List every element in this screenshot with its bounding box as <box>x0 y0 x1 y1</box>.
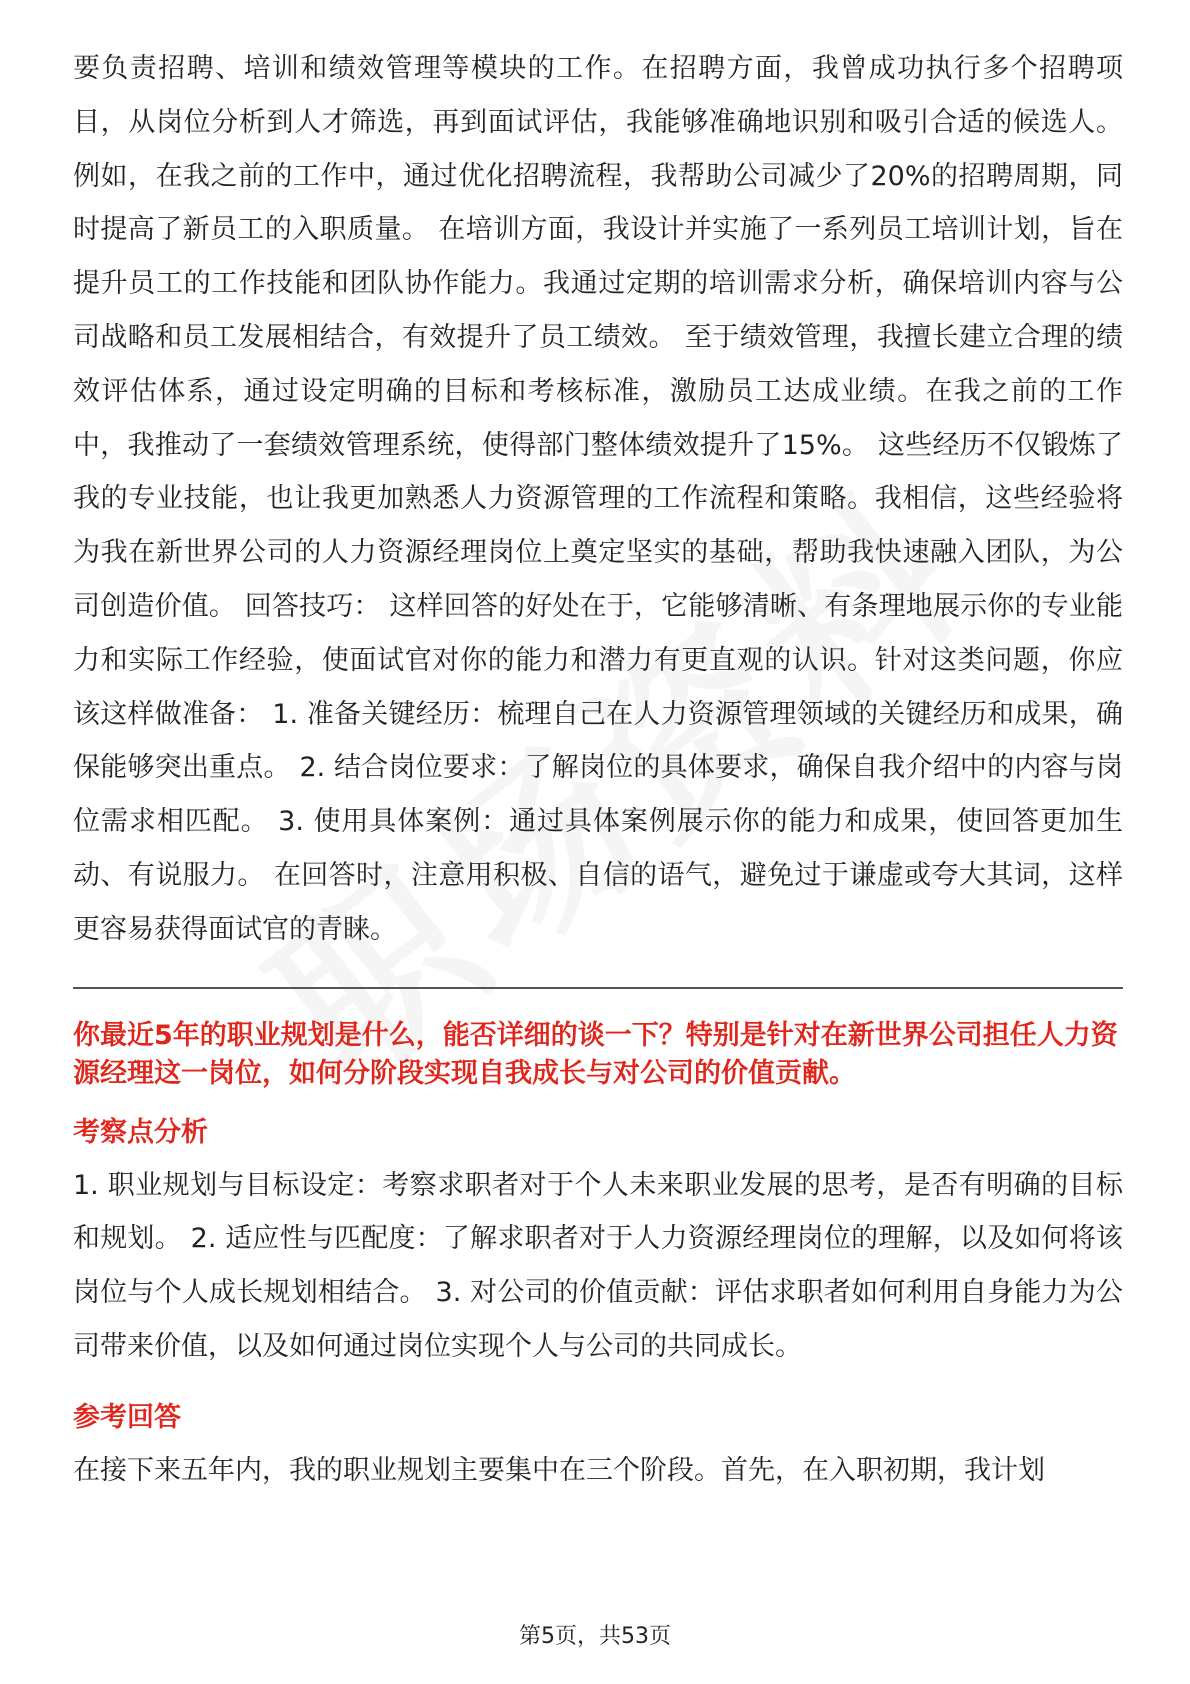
analysis-text: 1. 职业规划与目标设定：考察求职者对于个人未来职业发展的思考，是否有明确的目标和规划。 2. 适应性与匹配度：了解求职者对于人力资源经理岗位的理解，以及如何将该岗位与个人成长规划相结合。 3. 对公司的价值贡献：评估求职者如何利用自身能力为公司带来价值，以及如何通过岗位实现个人与公司的共同成长。 <box>73 1169 1123 1362</box>
document-page <box>73 42 1123 1498</box>
body-paragraph: 要负责招聘、培训和绩效管理等模块的工作。在招聘方面，我曾成功执行多个招聘项目，从岗位分析到人才筛选，再到面试评估，我能够准确地识别和吸引合适的候选人。例如，在我之前的工作中，通过优化招聘流程，我帮助公司减少了20%的招聘周期，同时提高了新员工的入职质量。 在培训方面，我设计并实施了一系列员工培训计划，旨在提升员工的工作技能和团队协作能力。我通过定期的培训需求分析，确保培训内容与公司战略和员工发展相结合，有效提升了员工绩效。 至于绩效管理，我擅长建立合理的绩效评估体系，通过设定明确的目标和考核标准，激励员工达成业绩。在我之前的工作中，我推动了一套绩效管理系统，使得部门整体绩效提升了15%。 这些经历不仅锻炼了我的专业技能，也让我更加熟悉人力资源管理的工作流程和策略。我相信，这些经验将为我在新世界公司的人力资源经理岗位上奠定坚实的基础，帮助我快速融入团队，为公司创造价值。 回答技巧： 这样回答的好处在于，它能够清晰、有条理地展示你的专业能力和实际工作经验，使面试官对你的能力和潜力有更直观的认识。针对这类问题，你应该这样做准备： 1. 准备关键经历：梳理自己在人力资源管理领域的关键经历和成果，确保能够突出重点。 2. 结合岗位要求：了解岗位的具体要求，确保自我介绍中的内容与岗位需求相匹配。 3. 使用具体案例：通过具体案例展示你的能力和成果，使回答更加生动、有说服力。 在回答时，注意用积极、自信的语气，避免过于谦虚或夸大其词，这样更容易获得面试官的青睐。 <box>73 53 1123 945</box>
analysis-heading: 考察点分析 <box>73 1116 208 1148</box>
page-number-footer: 第5页，共53页 <box>519 1624 671 1649</box>
section-divider <box>73 987 1123 989</box>
answer-text: 在接下来五年内，我的职业规划主要集中在三个阶段。首先，在入职初期，我计划 <box>73 1454 1045 1486</box>
answer-heading: 参考回答 <box>73 1401 181 1433</box>
interview-question: 你最近5年的职业规划是什么，能否详细的谈一下？特别是针对在新世界公司担任人力资源经理这一岗位，如何分阶段实现自我成长与对公司的价值贡献。 <box>73 1019 1118 1089</box>
